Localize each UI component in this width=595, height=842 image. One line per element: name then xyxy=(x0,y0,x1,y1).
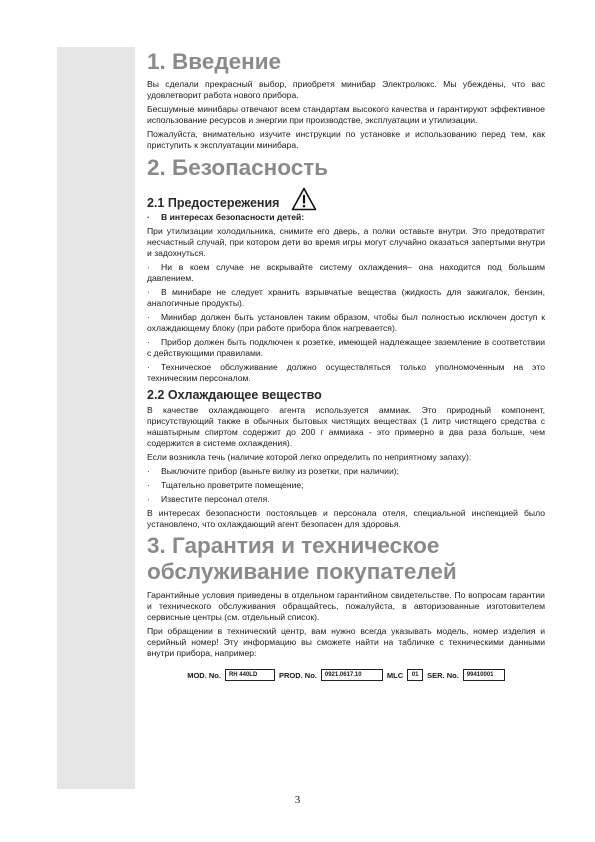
page-content xyxy=(147,48,545,681)
leak-item-text: Известите персонал отеля. xyxy=(161,494,270,504)
rating-plate-example xyxy=(147,669,545,681)
leak-item-3 xyxy=(147,494,545,505)
warning-item-1 xyxy=(147,262,545,284)
bullet: · xyxy=(147,466,150,476)
section-2-title: 2. Безопасность xyxy=(147,155,329,180)
section-3-title-line-1: 3. Гарантия и техническое xyxy=(147,533,440,558)
leak-paragraph: Если возникла течь (наличие которой легко определить по неприятному запаху): xyxy=(147,452,472,462)
page-number: 3 xyxy=(294,794,301,806)
ser-no-value: 99410001 xyxy=(463,669,505,681)
subsection-2-1-header xyxy=(147,186,545,211)
subsection-2-1-title: 2.1 Предостережения xyxy=(147,196,280,210)
warning-triangle-icon xyxy=(291,187,317,211)
warning-item-text: Техническое обслуживание должно осуществляться только уполномоченным на это техническим персоналом. xyxy=(147,362,545,383)
bullet: · xyxy=(147,287,150,297)
leak-item-1 xyxy=(147,466,545,477)
intro-paragraph-2: Бесшумные минибары отвечают всем стандартам высокого качества и гарантируют эффективное использование ресурсов и энергии при производстве, эксплуатации и утилизации. xyxy=(147,104,545,125)
leak-item-text: Выключите прибор (выньте вилку из розетки, при наличии); xyxy=(161,466,399,476)
mod-no-label: MOD. No. xyxy=(187,670,221,680)
subsection-2-2-header xyxy=(147,387,545,403)
leak-item-2 xyxy=(147,480,545,491)
intro-paragraph-1: Вы сделали прекрасный выбор, приобретя минибар Электролюкс. Мы убеждены, что вас удовлетворит работа нового прибора. xyxy=(147,79,545,100)
warning-item-text: Ни в коем случае не вскрывайте систему охлаждения– она находится под большим давлением. xyxy=(147,262,545,283)
warning-item-3 xyxy=(147,312,545,334)
section-1-title: 1. Введение xyxy=(147,49,282,74)
warning-item-4 xyxy=(147,337,545,359)
warning-item-text: Минибар должен быть установлен таким образом, чтобы был полностью исключен доступ к охлаждающему блоку (при работе прибора блок нагревается). xyxy=(147,312,545,333)
mlc-label: MLC xyxy=(386,670,404,680)
disposal-paragraph: При утилизации холодильника, снимите его дверь, а полки оставьте внутри. Это предотвратит несчастный случай, при котором дети во время игры могут случайно оказаться запертыми внутри и задохнуться. xyxy=(147,226,545,258)
bullet: · xyxy=(147,362,150,372)
ser-no-label: SER. No. xyxy=(427,670,459,680)
bullet: · xyxy=(147,312,150,322)
leak-item-text: Тщательно проветрите помещение; xyxy=(161,480,304,490)
prod-no-label: PROD. No. xyxy=(278,670,317,680)
section-3-title xyxy=(147,533,545,585)
intro-paragraph-3: Пожалуйста, внимательно изучите инструкции по установке и использованию перед тем, как приступить к эксплуатации минибара. xyxy=(147,129,545,150)
bullet: · xyxy=(147,212,150,222)
bullet: · xyxy=(147,262,150,272)
bullet: · xyxy=(147,337,150,347)
warning-item-text: Прибор должен быть подключен к розетке, имеющей надлежащее заземление в соответствии с действующими правилами. xyxy=(147,337,545,358)
bullet: · xyxy=(147,480,150,490)
warranty-paragraph-2: При обращении в технический центр, вам нужно всегда указывать модель, номер изделия и серийный номер! Эту информацию вы сможете найти на табличке с техническими данными внутри прибора, например: xyxy=(147,626,545,658)
refrigerant-paragraph: В качестве охлаждающего агента используется аммиак. Это природный компонент, присутствующий также в обычных бытовых чистящих веществах (1 литр чистящего средства с нашатырным спиртом содержит до 200 г аммиака - это примерно в два раза больше, чем содержится в системе охлаждения). xyxy=(147,405,545,448)
child-safety-label: В интересах безопасности детей: xyxy=(161,212,305,222)
subsection-2-2-title: 2.2 Охлаждающее вещество xyxy=(147,388,322,402)
inspection-paragraph: В интересах безопасности постояльцев и персонала отеля, специальной инспекцией было установлено, что охлаждающий агент безопасен для здоровья. xyxy=(147,508,545,529)
warning-item-text: В минибаре не следует хранить взрывчатые вещества (жидкость для зажигалок, бензин, аналогичные продукты). xyxy=(147,287,545,308)
prod-no-value: 0921.0617.10 xyxy=(321,669,383,681)
bullet: · xyxy=(147,494,150,504)
page-sidebar-band xyxy=(57,47,135,789)
warning-item-5 xyxy=(147,362,545,384)
child-safety-bullet xyxy=(147,212,545,223)
mod-no-value: RH 440LD xyxy=(225,669,275,681)
warning-item-2 xyxy=(147,287,545,309)
section-3-title-line-2: обслуживание покупателей xyxy=(147,559,457,584)
warranty-paragraph-1: Гарантийные условия приведены в отдельном гарантийном свидетельстве. По вопросам гарантии и технического обслуживания обращайтесь, пожалуйста, в авторизованные изготовителем сервисные центры (см. отдельный список). xyxy=(147,590,545,622)
mlc-value: 01 xyxy=(407,669,423,681)
